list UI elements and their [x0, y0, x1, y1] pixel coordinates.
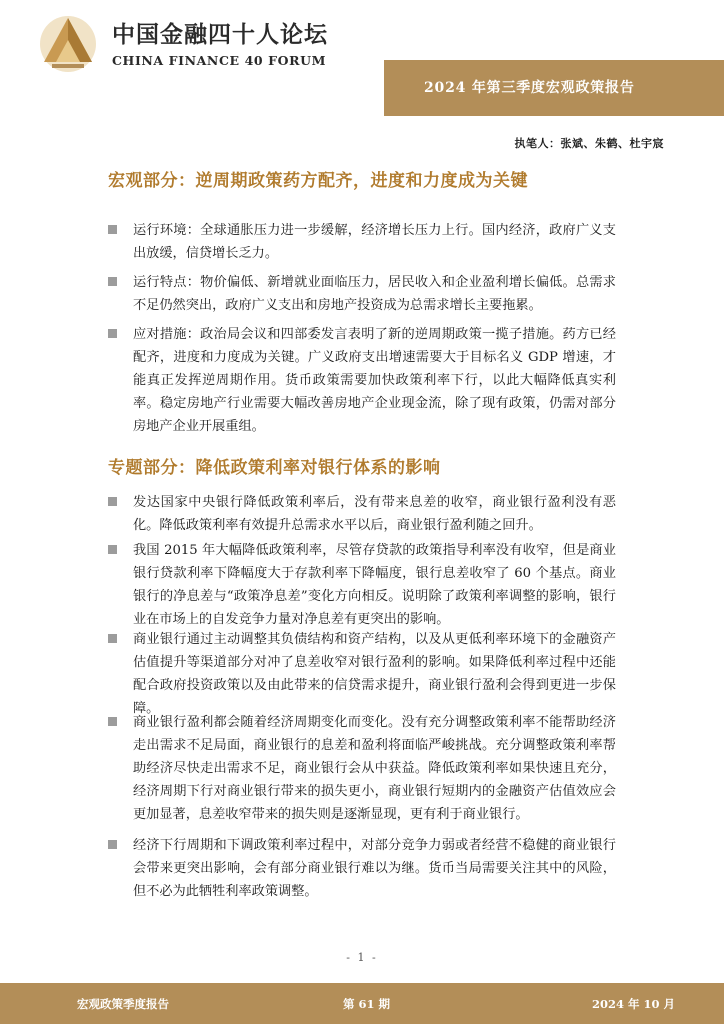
bullet-square-icon — [108, 840, 117, 849]
list-item — [108, 323, 616, 438]
page-number: - 1 - — [346, 951, 378, 964]
bullet-square-icon — [108, 277, 117, 286]
bullet-square-icon — [108, 225, 117, 234]
bullet-square-icon — [108, 497, 117, 506]
bullet-square-icon — [108, 717, 117, 726]
list-item — [108, 219, 616, 265]
section-title-macro: 宏观部分：逆周期政策药方配齐，进度和力度成为关键 — [108, 171, 528, 191]
list-item — [108, 539, 616, 631]
bullet-square-icon — [108, 634, 117, 643]
list-item — [108, 628, 616, 720]
list-item — [108, 271, 616, 317]
bullet-text: 商业银行通过主动调整其负债结构和资产结构，以及从更低利率环境下的金融资产估值提升等渠道部分对冲了息差收窄对银行盈利的影响。如果降低利率过程中还能配合政府投资政策以及由此带来的信贷需求提升，商业银行盈利会得到更进一步保障。 — [133, 632, 616, 716]
bullet-square-icon — [108, 545, 117, 554]
section-title-special: 专题部分：降低政策利率对银行体系的影响 — [108, 458, 441, 478]
bullet-text: 运行环境：全球通胀压力进一步缓解，经济增长压力上行。国内经济，政府广义支出放缓，信贷增长乏力。 — [133, 223, 616, 261]
bullet-text: 发达国家中央银行降低政策利率后，没有带来息差的收窄，商业银行盈利没有恶化。降低政策利率有效提升总需求水平以后，商业银行盈利随之回升。 — [133, 495, 616, 533]
footer-bar — [0, 983, 724, 1024]
bullet-text: 应对措施：政治局会议和四部委发言表明了新的逆周期政策一揽子措施。药方已经配齐，进度和力度成为关键。广义政府支出增速需要大于目标名义 GDP 增速，才能真正发挥逆周期作用。货币政策需要加快政策利率下行，以此大幅降低真实利率。稳定房地产行业需要大幅改善房地产企业现金流，除了现有政策，仍需对部分房地产企业开展重组。 — [133, 327, 616, 434]
bullet-text: 经济下行周期和下调政策利率过程中，对部分竞争力弱或者经营不稳健的商业银行会带来更突出影响，会有部分商业银行难以为继。货币当局需要关注其中的风险，但不必为此牺牲利率政策调整。 — [133, 838, 616, 899]
brand-name-en: CHINA FINANCE 40 FORUM — [112, 53, 327, 68]
list-item — [108, 834, 616, 903]
list-item — [108, 491, 616, 537]
bullet-text: 商业银行盈利都会随着经济周期变化而变化。没有充分调整政策利率不能帮助经济走出需求不足局面，商业银行的息差和盈利将面临严峻挑战。充分调整政策利率帮助经济尽快走出需求不足，商业银行会从中获益。降低政策利率如果快速且充分，经济周期下行对商业银行带来的损失更小，商业银行短期内的金融资产估值效应会更加显著，息差收窄带来的损失则是逐渐显现，更有利于商业银行。 — [133, 715, 616, 822]
list-item — [108, 711, 616, 826]
brand-name-cn: 中国金融四十人论坛 — [112, 21, 328, 48]
forum-logo-icon — [38, 12, 98, 82]
footer-date: 2024 年 10 月 — [592, 997, 676, 1011]
bullet-square-icon — [108, 329, 117, 338]
report-title-bar — [384, 60, 724, 116]
bullet-text: 运行特点：物价偏低、新增就业面临压力，居民收入和企业盈利增长偏低。总需求不足仍然突出，政府广义支出和房地产投资成为总需求增长主要拖累。 — [133, 275, 616, 313]
report-title: 2024 年第三季度宏观政策报告 — [424, 80, 635, 96]
footer-issue: 第 61 期 — [343, 997, 391, 1011]
footer-publication: 宏观政策季度报告 — [77, 997, 169, 1011]
bullet-text: 我国 2015 年大幅降低政策利率，尽管存贷款的政策指导利率没有收窄，但是商业银行贷款利率下降幅度大于存款利率下降幅度，银行息差收窄了 60 个基点。商业银行的净息差与“政策净息差”变化方向相反。说明除了政策利率调整的影响，银行业在市场上的自发竞争力量对净息差有更突出的影响。 — [133, 543, 616, 627]
authors-line: 执笔人：张斌、朱鹤、杜宇宸 — [514, 137, 664, 150]
